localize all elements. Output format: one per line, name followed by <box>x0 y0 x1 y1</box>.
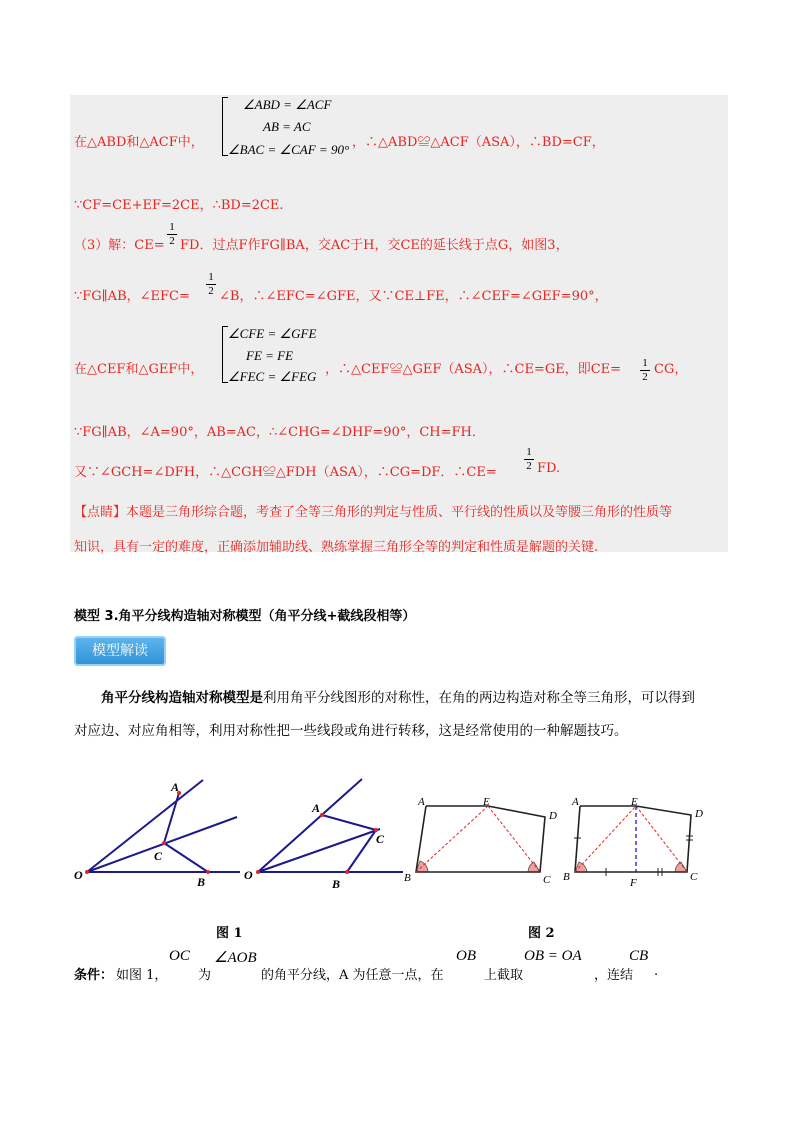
system-2-eq-1: ∠CFE = ∠GFE <box>228 326 317 341</box>
fig2b-label-b: B <box>563 871 570 883</box>
intro-paragraph-line-2: 对应边、对应角相等，利用对称性把一些线段或角进行转移，这是经常使用的一种解题技巧。 <box>74 723 628 739</box>
fig1a-label-o: O <box>74 868 83 882</box>
solution-line-2: ∵CF=CE+EF=2CE，∴BD=2CE. <box>74 198 284 213</box>
solution-line-3-prefix: （3）解：CE= <box>74 238 165 253</box>
fig1b-label-a: A <box>312 801 321 815</box>
system-2-brace <box>222 326 223 383</box>
solution-box <box>70 95 728 552</box>
solution-line-6: ∵FG∥AB，∠A=90°，AB=AC，∴∠CHG=∠DHF=90°，CH=FH． <box>74 425 485 440</box>
solution-line-7-suffix: FD. <box>537 461 561 476</box>
intro-paragraph-line-1 <box>101 686 695 706</box>
fig2b-label-c: C <box>690 871 698 883</box>
solution-line-1-suffix: ，∴△ABD≌△ACF（ASA），∴BD=CF， <box>352 135 605 150</box>
figure-1-caption: 图 1 <box>216 926 243 941</box>
solution-line-1-prefix: 在△ABD和△ACF中， <box>74 135 204 150</box>
fraction-half-4: 1 2 <box>524 447 534 472</box>
solution-line-4-prefix: ∵FG∥AB，∠EFC= <box>74 289 190 304</box>
condition-line <box>74 944 714 984</box>
fig1b-label-c: C <box>376 832 385 846</box>
system-1-brace <box>222 97 223 156</box>
solution-line-5-suffix: ，∴△CEF≌△GEF（ASA），∴CE=GE，即CE= <box>325 362 622 377</box>
figure-2a <box>404 796 557 886</box>
system-2-eq-3: ∠FEC = ∠FEG <box>228 369 317 384</box>
solution-line-5-end: CG， <box>654 362 688 377</box>
system-1-eq-2: AB = AC <box>263 119 311 134</box>
comment-line-1: 【点睛】本题是三角形综合题，考查了全等三角形的判定与性质、平行线的性质以及等腰三角形的性质等 <box>74 505 673 520</box>
figure-2-caption: 图 2 <box>528 926 555 941</box>
condition-text-1: 如图 1， <box>116 968 168 983</box>
fig2b-label-e: E <box>631 796 638 808</box>
comment-line-2: 知识，具有一定的难度，正确添加辅助线、熟练掌握三角形全等的判定和性质是解题的关键. <box>74 540 599 555</box>
fig2a-label-c: C <box>543 874 551 886</box>
figure-1a <box>74 780 240 889</box>
condition-ob: OB <box>456 948 476 964</box>
condition-aob: ∠AOB <box>214 950 257 966</box>
fraction-half-1: 1 2 <box>167 222 177 247</box>
fig2b-label-a: A <box>572 796 579 808</box>
condition-label: 条件： <box>74 968 114 983</box>
model-heading: 模型 3.角平分线构造轴对称模型（角平分线+截线段相等） <box>74 609 416 624</box>
condition-text-4: ，连结 <box>594 968 634 983</box>
fig2a-label-d: D <box>549 810 557 822</box>
fig1a-label-a: A <box>171 780 180 794</box>
figure-2b <box>563 796 703 889</box>
intro-rest: 利用角平分线图形的对称性，在角的两边构造对称全等三角形，可以得到 <box>263 690 695 706</box>
condition-end: . <box>654 964 659 979</box>
fig2a-label-a: A <box>418 796 425 808</box>
figure-area <box>0 770 800 910</box>
condition-oc: OC <box>169 948 190 964</box>
solution-line-3-suffix: FD．过点F作FG∥BA，交AC于H，交CE的延长线于点G，如图3， <box>180 238 569 253</box>
model-reading-badge: 模型解读 <box>74 636 166 666</box>
system-1-eq-1: ∠ABD = ∠ACF <box>243 97 332 112</box>
condition-ob-eq-oa: OB = OA <box>524 948 582 964</box>
fig1b-label-o: O <box>244 868 253 882</box>
solution-line-5-prefix: 在△CEF和△GEF中， <box>74 362 204 377</box>
figure-1b <box>244 779 403 891</box>
condition-text-2: 的角平分线，A 为任意一点，在 <box>261 968 444 983</box>
fig1b-label-b: B <box>332 877 341 891</box>
fig2a-label-b: B <box>404 872 411 884</box>
fig2a-label-e: E <box>483 796 490 808</box>
system-2-eq-2: FE = FE <box>246 348 294 363</box>
fig2b-label-d: D <box>695 808 703 820</box>
fig1a-label-c: C <box>154 849 163 863</box>
fraction-half-2: 1 2 <box>206 272 216 297</box>
solution-line-7-prefix: 又∵∠GCH=∠DFH，∴△CGH≌△FDH（ASA），∴CG=DF．∴CE= <box>74 465 497 480</box>
fig2b-label-f: F <box>630 877 637 889</box>
fig1a-label-b: B <box>197 875 206 889</box>
fraction-half-3: 1 2 <box>640 358 650 383</box>
condition-wei: 为 <box>198 968 212 983</box>
intro-bold: 角平分线构造轴对称模型是 <box>101 690 263 706</box>
condition-text-3: 上截取 <box>484 968 524 983</box>
solution-line-4-suffix: ∠B，∴∠EFC=∠GFE，又∵CE⊥FE，∴∠CEF=∠GEF=90°， <box>219 289 608 304</box>
condition-cb: CB <box>629 948 649 964</box>
system-1-eq-3: ∠BAC = ∠CAF = 90° <box>228 142 350 157</box>
